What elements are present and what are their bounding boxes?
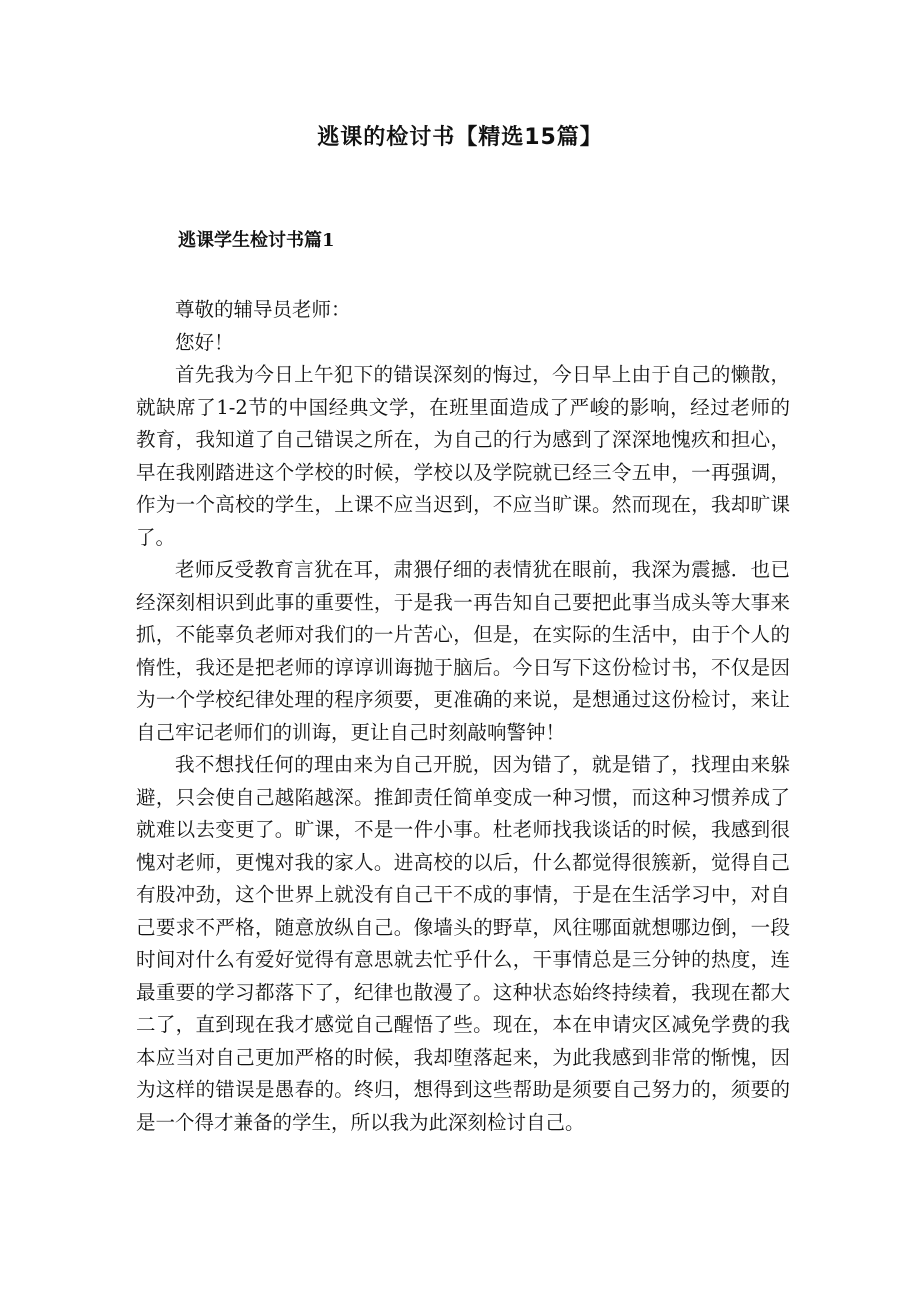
paragraph: 老师反受教育言犹在耳，肃猥仔细的表情犹在眼前，我深为震撼．也已经深刻相识到此事的重要性，于是我一再告知自己要把此事当成头等大事来抓，不能辜负老师对我们的一片苦心，但是，在实际的生活中，由于个人的惰性，我还是把老师的谆谆训诲抛于脑后。今日写下这份检讨书，不仅是因为一个学校纪律处理的程序须要，更准确的来说，是想通过这份检讨，来让自己牢记老师们的训诲，更让自己时刻敲响警钟！ bbox=[136, 558, 790, 744]
greeting: 您好！ bbox=[175, 330, 234, 354]
section-title: 逃课学生检讨书篇1 bbox=[178, 230, 335, 251]
letter-body bbox=[136, 294, 790, 1139]
paragraph: 首先我为今日上午犯下的错误深刻的悔过，今日早上由于自己的懒散，就缺席了1-2节的中国经典文学，在班里面造成了严峻的影响，经过老师的教育，我知道了自己错误之所在，为自己的行为感到了深深地愧疚和担心，早在我刚踏进这个学校的时候，学校以及学院就已经三令五申，一再强调，作为一个高校的学生，上课不应当迟到，不应当旷课。然而现在，我却旷课了。 bbox=[136, 363, 790, 549]
paragraph: 我不想找任何的理由来为自己开脱，因为错了，就是错了，找理由来躲避，只会使自己越陷越深。推卸责任简单变成一种习惯，而这种习惯养成了就难以去变更了。旷课，不是一件小事。杜老师找我谈话的时候，我感到很愧对老师，更愧对我的家人。进高校的以后，什么都觉得很簇新，觉得自己有股冲劲，这个世界上就没有自己干不成的事情，于是在生活学习中，对自己要求不严格，随意放纵自己。像墙头的野草，风往哪面就想哪边倒，一段时间对什么有爱好觉得有意思就去忙乎什么，干事情总是三分钟的热度，连最重要的学习都落下了，纪律也散漫了。这种状态始终持续着，我现在都大二了，直到现在我才感觉自己醒悟了些。现在，本在申请灾区减免学费的我本应当对自己更加严格的时候，我却堕落起来，为此我感到非常的惭愧，因为这样的错误是愚春的。终归，想得到这些帮助是须要自己努力的，须要的是一个得才兼备的学生，所以我为此深刻检讨自己。 bbox=[136, 753, 790, 1134]
salutation: 尊敬的辅导员老师： bbox=[175, 298, 351, 321]
document-title: 逃课的检讨书【精选15篇】 bbox=[317, 125, 603, 150]
